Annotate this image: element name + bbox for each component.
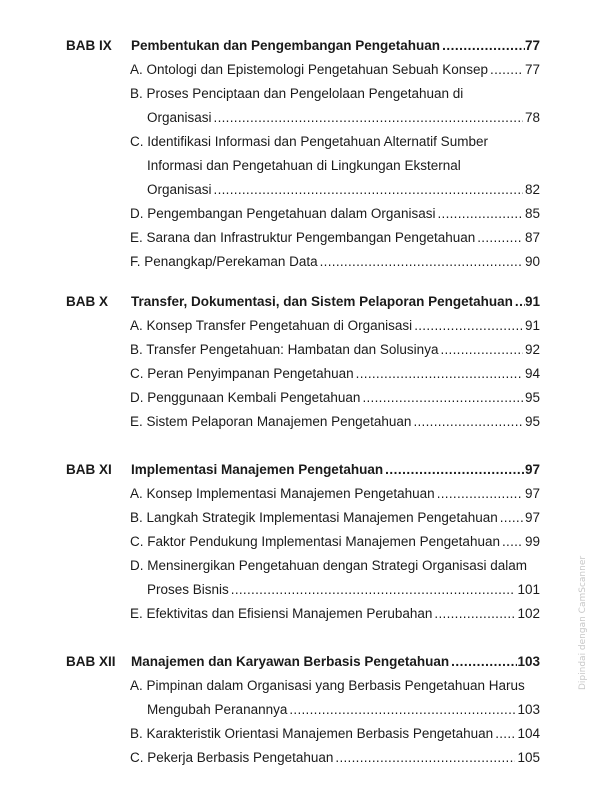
- entry-page-number: 97: [524, 510, 540, 525]
- toc-entry: [130, 202, 540, 226]
- dot-leader: [475, 226, 523, 250]
- dot-leader: [360, 386, 523, 410]
- entry-text: Organisasi: [147, 182, 212, 197]
- entry-page-number: 87: [524, 230, 540, 245]
- dot-leader: [449, 650, 517, 674]
- entry-page-number: 92: [524, 342, 540, 357]
- dot-leader: [435, 202, 523, 226]
- toc-entry: [130, 506, 540, 530]
- dot-leader: [500, 530, 523, 554]
- toc-entry: [130, 746, 540, 770]
- entry-text: D. Penggunaan Kembali Pengetahuan: [130, 390, 361, 405]
- entry-page-number: 104: [517, 726, 540, 741]
- toc-entry: [130, 250, 540, 274]
- entry-page-number: 102: [517, 606, 540, 621]
- dot-leader: [383, 458, 525, 482]
- toc-entry: [130, 602, 540, 626]
- chapter-title: Implementasi Manajemen Pengetahuan: [131, 462, 384, 477]
- chapter-heading: [66, 34, 540, 58]
- entry-text: Organisasi: [147, 110, 212, 125]
- dot-leader: [287, 698, 515, 722]
- dot-leader: [440, 34, 525, 58]
- chapter-number: BAB IX: [66, 38, 112, 53]
- toc-entry: [130, 482, 540, 506]
- entry-text: C. Faktor Pendukung Implementasi Manajemen Pengetahuan: [130, 534, 500, 549]
- chapter-number: BAB XI: [66, 462, 112, 477]
- dot-leader: [212, 106, 523, 130]
- chapter-title: Manajemen dan Karyawan Berbasis Pengetahuan: [131, 654, 450, 669]
- entry-text: A. Konsep Implementasi Manajemen Pengetahuan: [130, 486, 435, 501]
- toc-entry: [130, 674, 540, 722]
- dot-leader: [354, 362, 523, 386]
- chapter-page-number: 103: [517, 654, 540, 669]
- entry-text: E. Efektivitas dan Efisiensi Manajemen Perubahan: [130, 606, 433, 621]
- dot-leader: [333, 746, 515, 770]
- entry-page-number: 97: [524, 486, 540, 501]
- toc-entry: [130, 82, 540, 130]
- toc-entry: [130, 530, 540, 554]
- chapter-number: BAB XII: [66, 654, 116, 669]
- scanner-watermark: Dipindai dengan CamScanner: [578, 555, 588, 690]
- dot-leader: [498, 506, 523, 530]
- toc-entry: [130, 554, 540, 602]
- entry-text: B. Proses Penciptaan dan Pengelolaan Pengetahuan di: [130, 86, 464, 101]
- dot-leader: [318, 250, 523, 274]
- chapter-page-number: 77: [524, 38, 540, 53]
- entry-page-number: 94: [524, 366, 540, 381]
- toc-entry: [130, 58, 540, 82]
- entry-text: D. Mensinergikan Pengetahuan dengan Strategi Organisasi dalam: [130, 558, 527, 573]
- dot-leader: [513, 290, 525, 314]
- entry-text: A. Konsep Transfer Pengetahuan di Organisasi: [130, 318, 413, 333]
- entry-page-number: 82: [524, 182, 540, 197]
- dot-leader: [412, 314, 523, 338]
- chapter-title: Pembentukan dan Pengembangan Pengetahuan: [131, 38, 441, 53]
- toc-entry: [130, 362, 540, 386]
- toc-entry: [130, 130, 540, 202]
- dot-leader: [411, 410, 523, 434]
- entry-page-number: 90: [524, 254, 540, 269]
- dot-leader: [229, 578, 516, 602]
- dot-leader: [432, 602, 515, 626]
- toc-entry: [130, 386, 540, 410]
- entry-page-number: 95: [524, 390, 540, 405]
- entry-text: C. Pekerja Berbasis Pengetahuan: [130, 750, 334, 765]
- chapter-number: BAB X: [66, 294, 109, 309]
- entry-page-number: 99: [524, 534, 540, 549]
- entry-text: A. Ontologi dan Epistemologi Pengetahuan Sebuah Konsep: [130, 62, 489, 77]
- entry-text: Proses Bisnis: [147, 582, 229, 597]
- entry-text: Informasi dan Pengetahuan di Lingkungan Eksternal: [147, 158, 461, 173]
- entry-page-number: 91: [524, 318, 540, 333]
- chapter-title: Transfer, Dokumentasi, dan Sistem Pelaporan Pengetahuan: [131, 294, 513, 309]
- entry-page-number: 77: [524, 62, 540, 77]
- toc-entry: [130, 226, 540, 250]
- entry-page-number: 95: [524, 414, 540, 429]
- chapter-heading: [66, 458, 540, 482]
- entry-text: B. Transfer Pengetahuan: Hambatan dan Solusinya: [130, 342, 439, 357]
- entry-text: Mengubah Peranannya: [147, 702, 288, 717]
- entry-page-number: 78: [524, 110, 540, 125]
- entry-text: E. Sarana dan Infrastruktur Pengembangan Pengetahuan: [130, 230, 476, 245]
- dot-leader: [438, 338, 523, 362]
- chapter-heading: [66, 290, 540, 314]
- toc-entry: [130, 410, 540, 434]
- entry-page-number: 85: [524, 206, 540, 221]
- dot-leader: [212, 178, 523, 202]
- toc-entry: [130, 338, 540, 362]
- entry-text: B. Karakteristik Orientasi Manajemen Berbasis Pengetahuan: [130, 726, 494, 741]
- chapter-heading: [66, 650, 540, 674]
- entry-text: A. Pimpinan dalam Organisasi yang Berbasis Pengetahuan Harus: [130, 678, 525, 693]
- dot-leader: [488, 58, 523, 82]
- entry-page-number: 101: [517, 582, 540, 597]
- dot-leader: [435, 482, 523, 506]
- chapter-page-number: 97: [524, 462, 540, 477]
- toc-entry: [130, 314, 540, 338]
- entry-text: E. Sistem Pelaporan Manajemen Pengetahuan: [130, 414, 412, 429]
- entry-text: B. Langkah Strategik Implementasi Manajemen Pengetahuan: [130, 510, 498, 525]
- dot-leader: [493, 722, 515, 746]
- entry-text: F. Penangkap/Perekaman Data: [130, 254, 318, 269]
- entry-page-number: 103: [517, 702, 540, 717]
- toc-entry: [130, 722, 540, 746]
- entry-text: C. Peran Penyimpanan Pengetahuan: [130, 366, 354, 381]
- entry-text: C. Identifikasi Informasi dan Pengetahuan Alternatif Sumber: [130, 134, 488, 149]
- entry-page-number: 105: [517, 750, 540, 765]
- entry-text: D. Pengembangan Pengetahuan dalam Organisasi: [130, 206, 436, 221]
- chapter-page-number: 91: [524, 294, 540, 309]
